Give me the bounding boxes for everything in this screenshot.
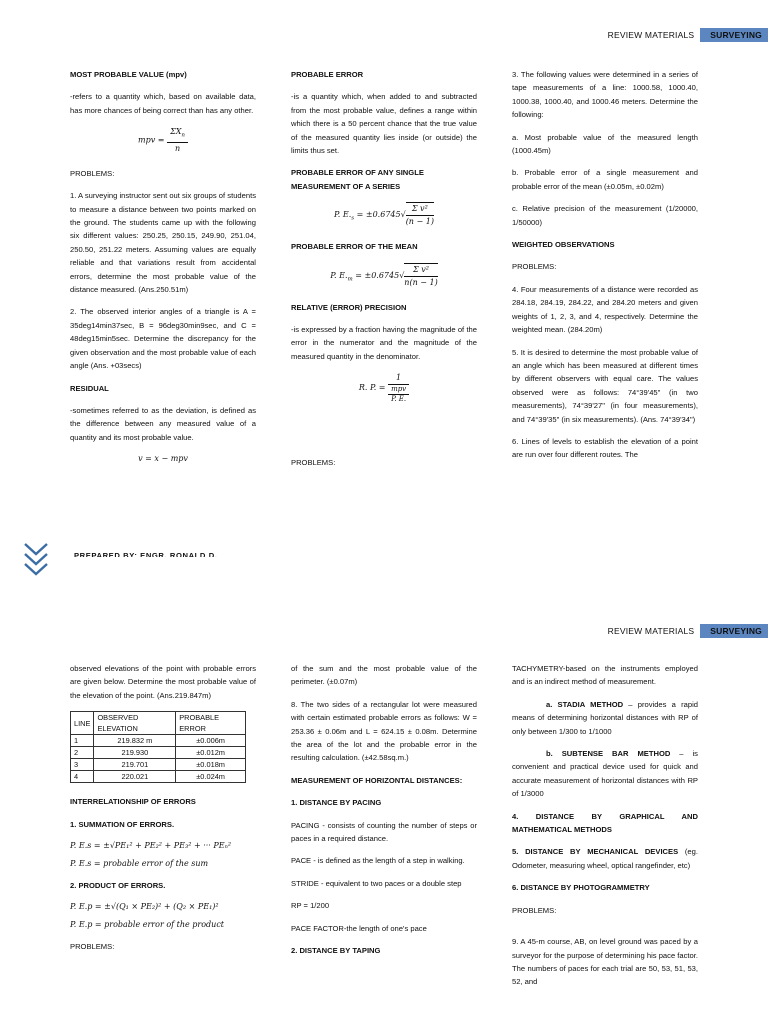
problem-3a: a. Most probable value of the measured length (1000.45m) <box>512 132 698 156</box>
rp-fraction <box>388 372 409 404</box>
mpv-formula-num: ΣX <box>170 127 182 137</box>
section-title-horizontal-distances: MEASUREMENT OF HORIZONTAL DISTANCES: <box>291 775 463 785</box>
table-row <box>71 771 246 783</box>
summation-formula: P. E.s = ±√PE₁² + PE₂² + PE₃² + ··· PEₙ² <box>70 841 232 851</box>
table-cell: ±0.024m <box>176 771 246 783</box>
problem-6: 6. Lines of levels to establish the elevation of a point are run over four different routes. The <box>512 436 698 460</box>
pace-factor-definition: PACE FACTOR-the length of one's pace <box>291 923 427 933</box>
mpv-formula <box>70 126 256 155</box>
table-header: PROBABLE ERROR <box>176 712 246 735</box>
relative-precision-formula <box>291 372 477 404</box>
problem-7-continued: observed elevations of the point with probable errors are given below. Determine the most probable value of the elevation of the point. (Ans.219.847m) <box>70 664 256 700</box>
mechanical-text: (eg. Odometer, measuring wheel, optical rangefinder, etc) <box>512 847 698 870</box>
residual-formula: v = x − mpv <box>138 454 188 464</box>
rp-den-bot: P. E. <box>391 395 407 404</box>
problem-3c: c. Relative precision of the measurement (1/20000, 1/50000) <box>512 204 698 227</box>
section-title-probable-error: PROBABLE ERROR <box>291 70 364 79</box>
section-title-product: 2. PRODUCT OF ERRORS. <box>70 881 166 891</box>
table-cell: 219.832 m <box>94 735 176 747</box>
pe-mean-lhs-sub: m <box>347 276 353 283</box>
mechanical-label: 5. DISTANCE BY MECHANICAL DEVICES <box>512 847 679 857</box>
problem-3b: b. Probable error of a single measurement and probable error of the mean (±0.05m, ±0.02m) <box>512 168 698 191</box>
section-title-taping: 2. DISTANCE BY TAPING <box>291 946 381 956</box>
column-2 <box>291 68 477 479</box>
column-3 <box>512 662 698 998</box>
mpv-formula-fraction <box>167 126 188 155</box>
scroll-down-chevron-icon[interactable] <box>22 540 50 580</box>
table-cell: ±0.006m <box>176 735 246 747</box>
pe-single-lhs: P. E. <box>334 210 352 220</box>
problem-3: 3. The following values were determined in a series of tape measurements of a line: 1000.58, 1000.40, 1000.38, 1000.40, and 1000.46 meters. Determine the following: <box>512 70 698 120</box>
table-cell: 3 <box>71 759 94 771</box>
pe-single-fraction <box>406 202 434 228</box>
problems-label: PROBLEMS: <box>291 458 336 468</box>
relative-precision-definition: -is expressed by a fraction having the magnitude of the error in the numerator and the magnitude of the measured quantity in the denominator. <box>291 325 477 361</box>
page-gap <box>0 560 768 610</box>
header-subject-badge: SURVEYING <box>700 624 768 638</box>
column-2 <box>291 662 477 967</box>
column-1 <box>70 68 256 477</box>
mpv-formula-num-sub: n <box>181 132 185 139</box>
table-cell: ±0.018m <box>176 759 246 771</box>
table-cell: 2 <box>71 747 94 759</box>
pe-mean-num: Σ v² <box>404 263 437 277</box>
pe-single-den: (n − 1) <box>405 217 434 227</box>
pe-mean-den: n(n − 1) <box>404 277 438 287</box>
problems-label: PROBLEMS: <box>70 942 115 952</box>
subtense-method <box>512 747 698 801</box>
pe-single-formula <box>291 202 477 228</box>
stadia-label: a. STADIA METHOD <box>546 699 624 709</box>
rp-den-fraction <box>388 385 409 404</box>
section-title-interrelationship: INTERRELATIONSHIP OF ERRORS <box>70 797 196 807</box>
table-cell: 219.701 <box>94 759 176 771</box>
table-header: OBSERVED ELEVATION <box>94 712 176 735</box>
table-cell: 219.930 <box>94 747 176 759</box>
header-review-label: REVIEW MATERIALS <box>607 30 695 40</box>
mechanical-devices <box>512 845 698 872</box>
table-cell: 220.021 <box>94 771 176 783</box>
table-row <box>71 747 246 759</box>
prepared-by-footer: PREPARED BY: ENGR. RONALD D. <box>74 551 218 557</box>
page-header <box>608 28 768 42</box>
elevation-table <box>70 711 246 783</box>
pe-mean-lhs: P. E. <box>330 270 348 280</box>
pe-single-lhs-sub: s <box>351 215 355 222</box>
column-3 <box>512 68 698 471</box>
section-title-summation: 1. SUMMATION OF ERRORS. <box>70 819 175 829</box>
problem-9: 9. A 45-m course, AB, on level ground was paced by a surveyor for the purpose of determining his pace factor. The numbers of paces for each trial are 50, 53, 51, 53, 52, and <box>512 937 698 987</box>
stadia-method <box>512 698 698 738</box>
section-title-residual: RESIDUAL <box>70 383 109 393</box>
page-header <box>608 624 768 638</box>
section-title-relative-precision: RELATIVE (ERROR) PRECISION <box>291 302 407 312</box>
table-cell: ±0.012m <box>176 747 246 759</box>
product-formula: P. E.p = ±√(Q₁ × PE₂)² + (Q₂ × PE₁)² <box>70 902 219 912</box>
section-title-pe-mean: PROBABLE ERROR OF THE MEAN <box>291 242 418 252</box>
pacing-definition: PACING - consists of counting the number of steps or paces in a required distance. <box>291 820 477 844</box>
mpv-formula-den: n <box>174 143 181 153</box>
pe-single-mid: = ±0.6745√ <box>356 210 406 220</box>
problem-7-continued: of the sum and the most probable value of the perimeter. (±0.07m) <box>291 664 477 687</box>
table-cell: 4 <box>71 771 94 783</box>
table-header-row <box>71 712 246 735</box>
pacing-rp: RP = 1/200 <box>291 901 330 911</box>
header-subject-badge: SURVEYING <box>700 28 768 42</box>
problems-label: PROBLEMS: <box>70 168 115 178</box>
table-row <box>71 759 246 771</box>
pe-mean-fraction <box>404 263 437 289</box>
tachymetry-definition: TACHYMETRY-based on the instruments employed and is an indirect method of measurement. <box>512 664 698 687</box>
problem-8: 8. The two sides of a rectangular lot were measured with certain estimated probable errors as follows: W = 253.36 ± 0.06m and L = 624.15 ± 0.08m. Determine the area of the lot and the probable error in the resulting calculation. (±42.58sq.m.) <box>291 699 477 763</box>
rp-num: 1 <box>388 372 409 385</box>
section-title-pacing: 1. DISTANCE BY PACING <box>291 798 382 808</box>
subtense-text: – is convenient and practical device used for quick and accurate measurement of horizontal distances with RP of 1/3000 <box>512 749 698 799</box>
table-header: LINE <box>71 712 94 735</box>
residual-definition: -sometimes referred to as the deviation, is defined as the difference between any measured value of a quantity and its most probable value. <box>70 405 256 442</box>
probable-error-definition: -is a quantity which, when added to and subtracted from the most probable value, defines a range within which there is a 50 percent chance that the true value of the measured quantity lies inside (or outside) the limits thus set. <box>291 92 477 156</box>
section-title-photogrammetry: 6. DISTANCE BY PHOTOGRAMMETRY <box>512 883 650 893</box>
rp-den-top: mpv <box>388 385 409 395</box>
section-title-mpv: MOST PROBABLE VALUE (mpv) <box>70 70 187 79</box>
mpv-formula-lhs: mpv = <box>138 135 165 145</box>
section-title-graphical: 4. DISTANCE BY GRAPHICAL AND MATHEMATICAL METHODS <box>512 811 698 835</box>
problem-1: 1. A surveying instructor sent out six groups of students to measure a distance between two points marked on the ground. The students came up with the following six different values: 250.25, 250.15, 249.90, 251.04, 250.50, 251.22 meters. Assuming values are equally reliable and that variations result from accidental errors, determine the most probable value of the distance measured. (Ans.250.51m) <box>70 191 256 295</box>
subtense-label: b. SUBTENSE BAR METHOD <box>546 749 671 759</box>
section-title-pe-single: PROBABLE ERROR OF ANY SINGLE MEASUREMENT OF A SERIES <box>291 168 424 191</box>
stride-definition: STRIDE - equivalent to two paces or a double step <box>291 878 462 888</box>
pe-mean-mid: = ±0.6745√ <box>355 270 405 280</box>
problems-label: PROBLEMS: <box>512 262 557 272</box>
problems-label: PROBLEMS: <box>512 905 557 915</box>
stadia-text: – provides a rapid means of determining horizontal distances with RP of only between 1/300 to 1/1000 <box>512 699 698 736</box>
document-page-2 <box>0 610 768 1024</box>
column-1 <box>70 662 256 963</box>
summation-note: P. E.s = probable error of the sum <box>70 859 209 869</box>
pe-single-num: Σ v² <box>406 202 434 216</box>
mpv-definition: -refers to a quantity which, based on available data, has more chances of being correct than has any other. <box>70 92 256 115</box>
problem-2: 2. The observed interior angles of a triangle is A = 35deg14min37sec, B = 96deg30min9sec, and C = 48deg15min5sec. Determine the discrepancy for the given observation and the most probable value of each angle (Ans. +03secs) <box>70 307 256 371</box>
pace-definition: PACE - is defined as the length of a step in walking. <box>291 856 465 866</box>
table-cell: 1 <box>71 735 94 747</box>
section-title-weighted: WEIGHTED OBSERVATIONS <box>512 240 615 250</box>
problem-4: 4. Four measurements of a distance were recorded as 284.18, 284.19, 284.22, and 284.20 meters and given weights of 1, 2, 3, and 4, respectively. Determine the weighted mean. (284.20m) <box>512 284 698 335</box>
pe-mean-formula <box>291 263 477 289</box>
product-note: P. E.p = probable error of the product <box>70 920 225 930</box>
table-row <box>71 735 246 747</box>
problem-5: 5. It is desired to determine the most probable value of an angle which has been measured at different times by different observers with equal care. The values observed were as follows: 74°39'45" (in two measurements), 74°39'27" (in four measurements), and 74°39'35" (in six measurements). (Ans. 74°39'34") <box>512 347 698 424</box>
header-review-label: REVIEW MATERIALS <box>607 626 695 636</box>
rp-lhs: R. P. = <box>358 383 386 393</box>
